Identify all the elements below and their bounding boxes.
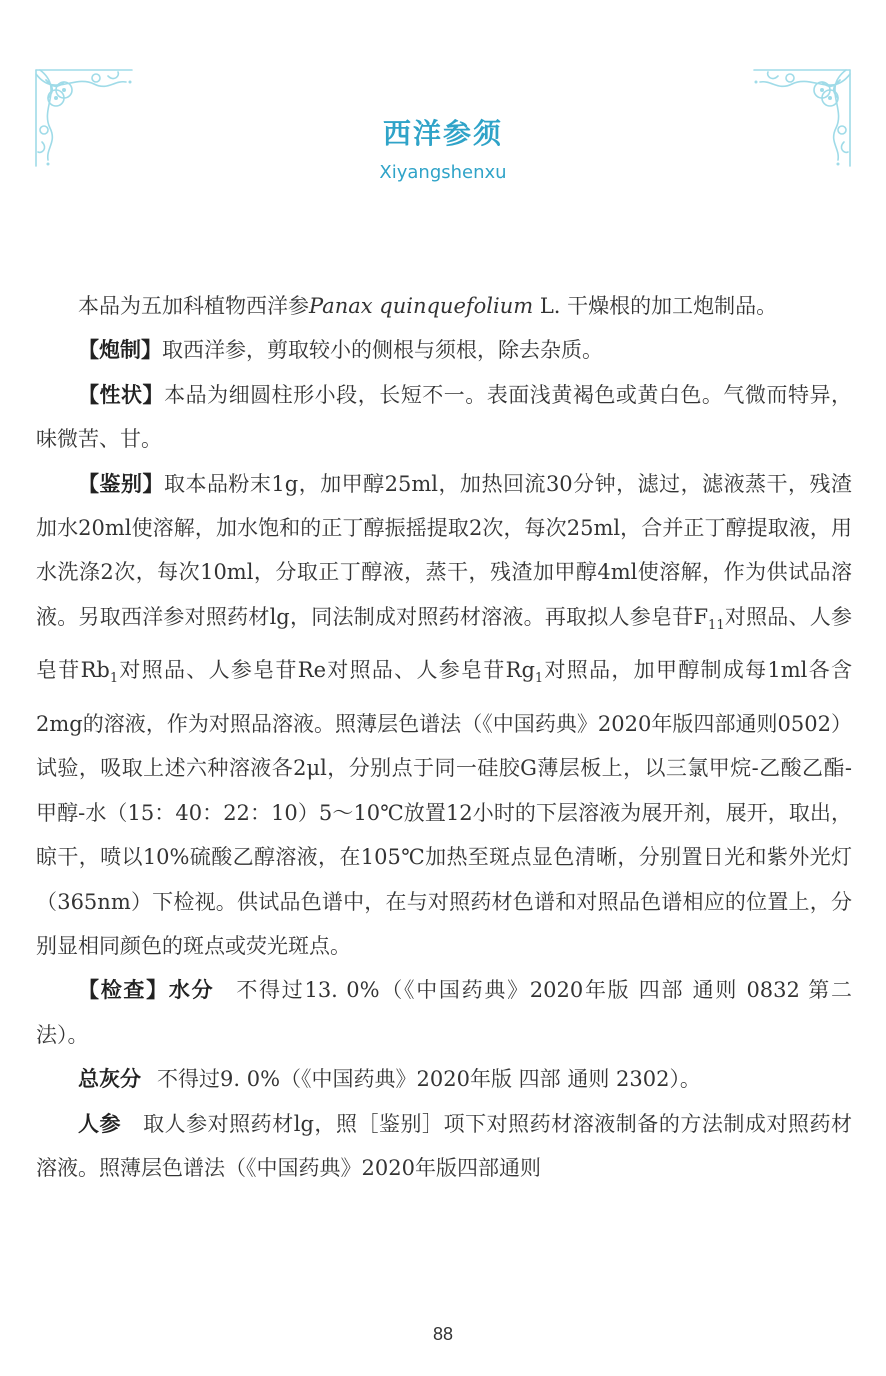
ginseng-paragraph: [36, 1102, 852, 1191]
processing-text: 取西洋参，剪取较小的侧根与须根，除去杂质。: [162, 338, 603, 363]
water-label: 水分: [168, 978, 215, 1003]
identification-text-2: 对照品、人参皂苷Rb: [36, 604, 853, 683]
identification-text-1: 取本品粉末1g，加甲醇25ml，加热回流30分钟，滤过，滤液蒸干，残渣加水20ml使溶解，加水饱和的正丁醇振摇提取2次，每次25ml，合并正丁醇提取液，用水洗涤2次，每次10ml，分取正丁醇液，蒸干，残渣加甲醇4ml使溶解，作为供试品溶液。另取西洋参对照药材lg，同法制成对照药材溶液。再取拟人参皂苷F: [36, 471, 853, 629]
latin-name: Panax quinquefolium: [309, 294, 534, 318]
ash-paragraph: [36, 1057, 852, 1101]
intro-text-post: L. 干燥根的加工炮制品。: [533, 294, 778, 318]
page-number: 88: [432, 1324, 454, 1344]
subscript-1-rb: 1: [109, 671, 119, 687]
ash-label: 总灰分: [78, 1067, 141, 1092]
water-paragraph: [36, 968, 852, 1057]
page-title: 西洋参须: [382, 117, 503, 150]
identification-text-3: 对照品、人参皂苷Re对照品、人参皂苷Rg: [118, 658, 535, 683]
subscript-1-rg: 1: [534, 671, 544, 687]
identification-paragraph: [36, 462, 852, 969]
page-subtitle-pinyin: Xiyangshenxu: [379, 162, 507, 183]
intro-text-pre: 本品为五加科植物西洋参: [78, 294, 309, 318]
monograph-body: [36, 284, 852, 1191]
description-paragraph: [36, 373, 852, 462]
ash-text: 不得过9. 0%（《中国药典》2020年版 四部 通则 2302）。: [157, 1067, 701, 1092]
intro-paragraph: [36, 284, 852, 328]
description-text: 本品为细圆柱形小段，长短不一。表面浅黄褐色或黄白色。气微而特异，味微苦、甘。: [36, 382, 853, 452]
ginseng-label: 人参: [78, 1111, 122, 1136]
identification-text-4: 对照品，加甲醇制成每1ml各含2mg的溶液，作为对照品溶液。照薄层色谱法（《中国药典》2020年版四部通则0502）试验，吸取上述六种溶液各2μl，分别点于同一硅胶G薄层板上，以三氯甲烷-乙酸乙酯-甲醇-水（15：40：22：10）5～10℃放置12小时的下层溶液为展开剂，展开，取出，晾干，喷以10%硫酸乙醇溶液，在105℃加热至斑点显色清晰，分别置日光和紫外光灯（365nm）下检视。供试品色谱中，在与对照药材色谱和对照品色谱相应的位置上，分别显相同颜色的斑点或荧光斑点。: [36, 658, 852, 959]
description-label: 【性状】: [78, 382, 165, 407]
processing-paragraph: [36, 328, 852, 372]
identification-label: 【鉴别】: [78, 471, 164, 496]
inspection-label: 【检查】: [78, 978, 169, 1003]
processing-label: 【炮制】: [78, 338, 162, 363]
water-text: 不得过13. 0%（《中国药典》2020年版 四部 通则 0832 第二法）。: [36, 978, 852, 1047]
ginseng-text: 取人参对照药材lg，照［鉴别］项下对照药材溶液制备的方法制成对照药材溶液。照薄层色谱法（《中国药典》2020年版四部通则: [36, 1111, 853, 1181]
subscript-11: 11: [708, 618, 725, 634]
